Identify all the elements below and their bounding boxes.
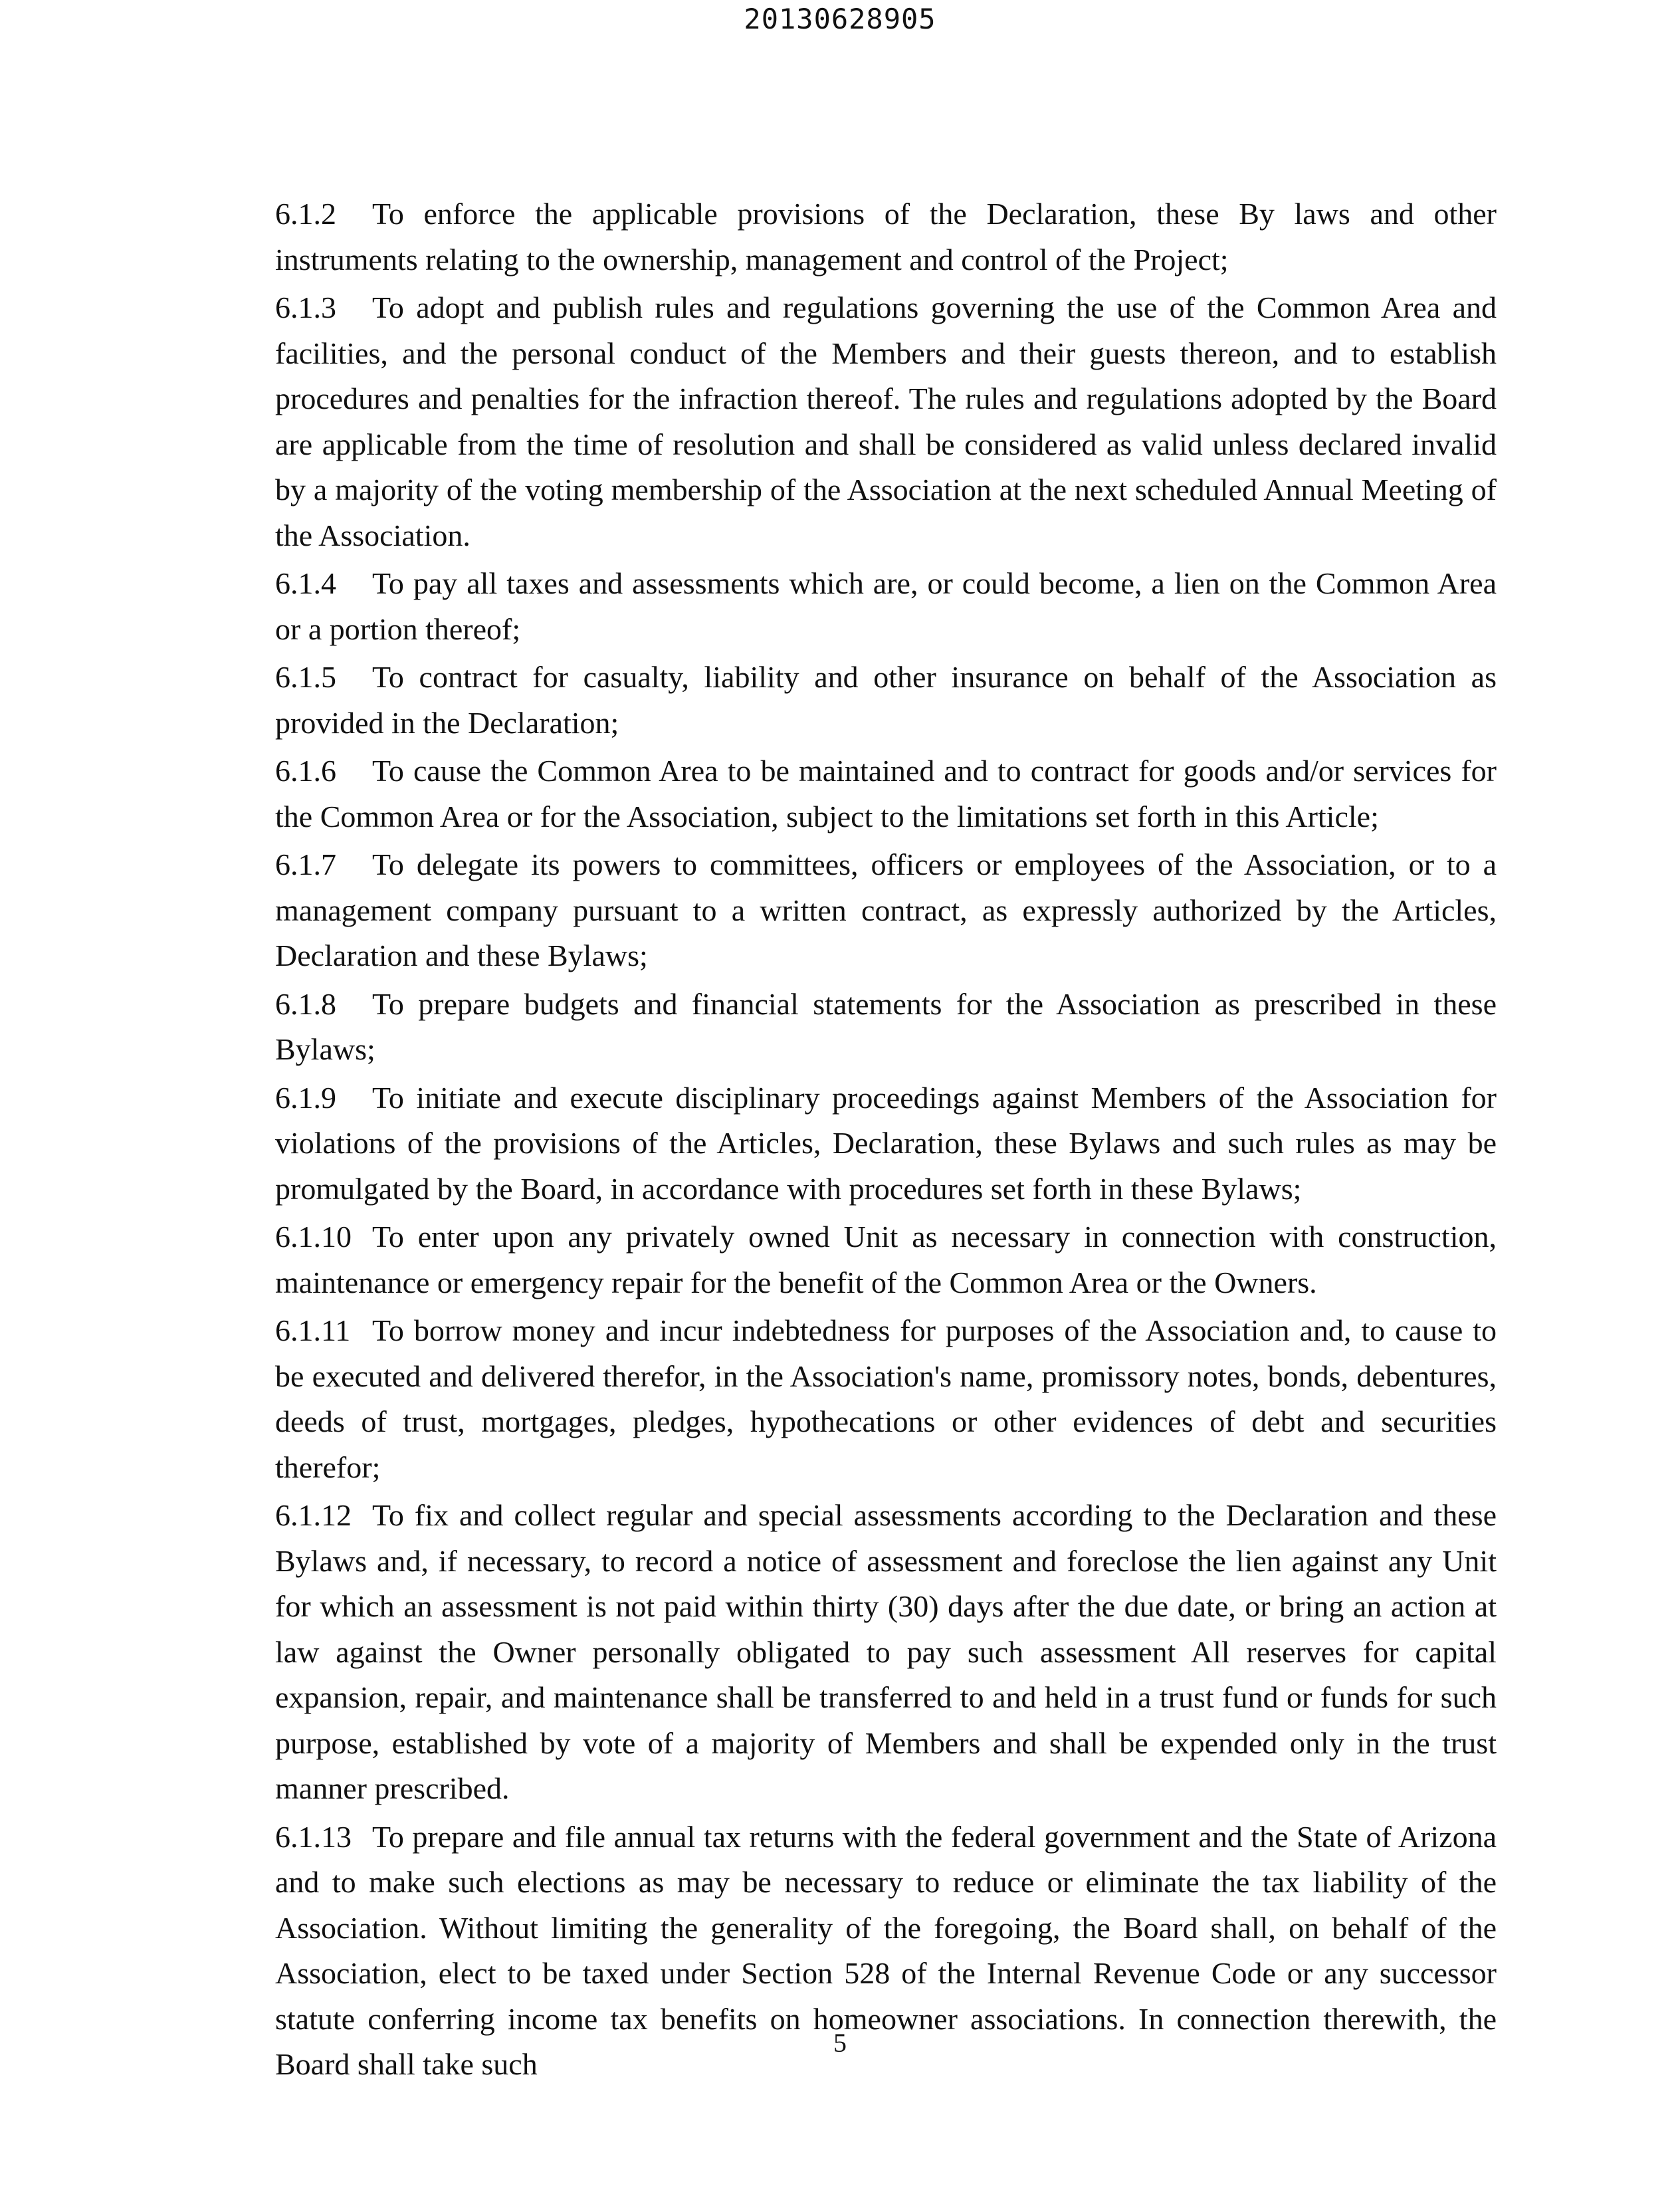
section-number: 6.1.3 bbox=[275, 290, 336, 324]
section-number: 6.1.4 bbox=[275, 566, 336, 600]
paragraph-6-1-3 bbox=[275, 285, 1497, 558]
paragraph-6-1-11 bbox=[275, 1308, 1497, 1490]
paragraph-6-1-9 bbox=[275, 1075, 1497, 1212]
section-number: 6.1.13 bbox=[275, 1819, 352, 1854]
paragraph-6-1-5 bbox=[275, 655, 1497, 746]
page-number: 5 bbox=[833, 2028, 847, 2058]
section-text: To delegate its powers to committees, officers or employees of the Association, or to a management company pursuant to a written contract, as expressly authorized by the Articles, Declaration and these Bylaws; bbox=[275, 847, 1497, 972]
section-number: 6.1.5 bbox=[275, 660, 336, 694]
section-number: 6.1.6 bbox=[275, 754, 336, 788]
section-text: To prepare budgets and financial statements for the Association as prescribed in these Bylaws; bbox=[275, 986, 1497, 1066]
paragraph-6-1-8 bbox=[275, 982, 1497, 1073]
section-text: To borrow money and incur indebtedness for purposes of the Association and, to cause to be executed and delivered therefor, in the Association's name, promissory notes, bonds, debentures, deeds of trust, mortgages, pledges, hypothecations or other evidences of debt and securities therefor; bbox=[275, 1313, 1497, 1484]
section-number: 6.1.10 bbox=[275, 1220, 352, 1254]
section-text: To fix and collect regular and special assessments according to the Declaration and these Bylaws and, if necessary, to record a notice of assessment and foreclose the lien against any Unit for which an assessment is not paid within thirty (30) days after the due date, or bring an action at law against the Owner personally obligated to pay such assessment All reserves for capital expansion, repair, and maintenance shall be transferred to and held in a trust fund or funds for such purpose, established by vote of a majority of Members and shall be expended only in the trust manner prescribed. bbox=[275, 1498, 1497, 1805]
bylaws-body bbox=[275, 191, 1497, 2090]
section-text: To cause the Common Area to be maintained and to contract for goods and/or services for the Common Area or for the Association, subject to the limitations set forth in this Article; bbox=[275, 754, 1497, 833]
section-number: 6.1.9 bbox=[275, 1080, 336, 1115]
section-text: To enter upon any privately owned Unit as necessary in connection with construction, maintenance or emergency repair for the benefit of the Common Area or the Owners. bbox=[275, 1220, 1497, 1299]
paragraph-6-1-6 bbox=[275, 748, 1497, 839]
paragraph-6-1-4 bbox=[275, 561, 1497, 652]
paragraph-6-1-12 bbox=[275, 1493, 1497, 1812]
section-number: 6.1.7 bbox=[275, 847, 336, 881]
section-text: To prepare and file annual tax returns with the federal government and the State of Arizona and to make such elections as may be necessary to reduce or eliminate the tax liability of the Association. Without limiting the generality of the foregoing, the Board shall, on behalf of the Association, elect to be taxed under Section 528 of the Internal Revenue Code or any successor statute conferring income tax benefits on homeowner associations. In connection therewith, the Board shall take such bbox=[275, 1819, 1497, 2081]
paragraph-6-1-10 bbox=[275, 1214, 1497, 1305]
document-number: 20130628905 bbox=[744, 3, 936, 35]
paragraph-6-1-7 bbox=[275, 842, 1497, 979]
section-number: 6.1.12 bbox=[275, 1498, 352, 1532]
paragraph-6-1-2 bbox=[275, 191, 1497, 282]
section-number: 6.1.8 bbox=[275, 986, 336, 1021]
section-text: To contract for casualty, liability and other insurance on behalf of the Association as provided in the Declaration; bbox=[275, 660, 1497, 740]
section-text: To initiate and execute disciplinary proceedings against Members of the Association for violations of the provisions of the Articles, Declaration, these Bylaws and such rules as may be promulgated by the Board, in accordance with procedures set forth in these Bylaws; bbox=[275, 1080, 1497, 1206]
section-text: To adopt and publish rules and regulations governing the use of the Common Area and facilities, and the personal conduct of the Members and their guests thereon, and to establish procedures and penalties for the infraction thereof. The rules and regulations adopted by the Board are applicable from the time of resolution and shall be considered as valid unless declared invalid by a majority of the voting membership of the Association at the next scheduled Annual Meeting of the Association. bbox=[275, 290, 1497, 552]
section-number: 6.1.2 bbox=[275, 197, 336, 231]
section-text: To enforce the applicable provisions of the Declaration, these By laws and other instruments relating to the ownership, management and control of the Project; bbox=[275, 197, 1497, 276]
section-number: 6.1.11 bbox=[275, 1313, 351, 1347]
section-text: To pay all taxes and assessments which are, or could become, a lien on the Common Area or a portion thereof; bbox=[275, 566, 1497, 646]
